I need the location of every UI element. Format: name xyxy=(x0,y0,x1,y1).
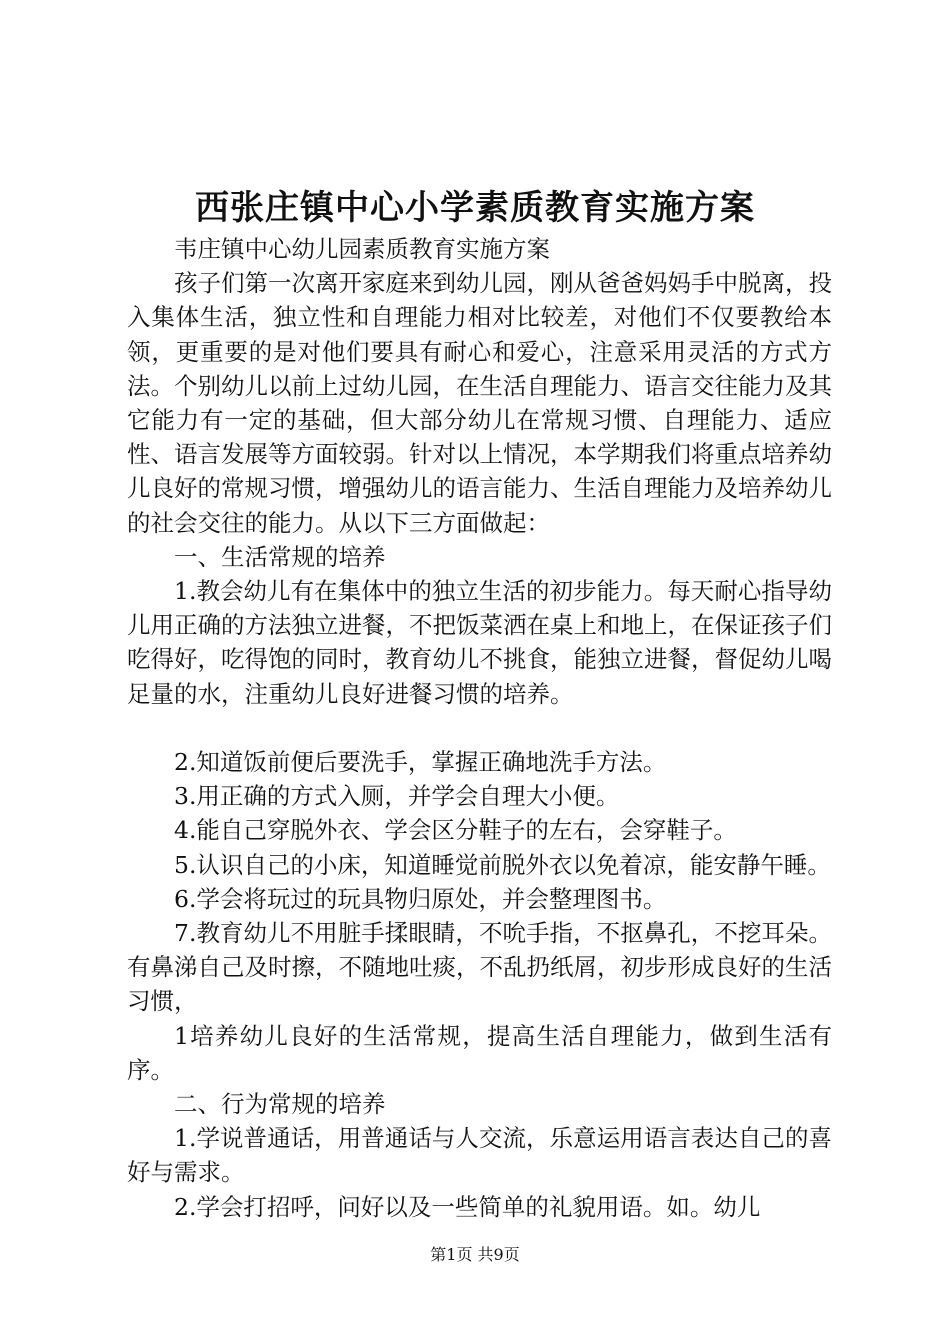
paragraph-life-5: 5.认识自己的小床，知道睡觉前脱外衣以免着凉，能安静午睡。 xyxy=(174,850,831,879)
paragraph-life-1: 1.教会幼儿有在集体中的独立生活的初步能力。每天耐心指导幼儿用正确的方法独立进餐，不把饭菜洒在桌上和地上，在保证孩子们吃得好，吃得饱的同时，教育幼儿不挑食，能独立进餐，督促幼儿喝足量的水，注重幼儿良好进餐习惯的培养。 xyxy=(127,577,832,708)
section-heading-life: 一、生活常规的培养 xyxy=(174,542,386,571)
paragraph-life-goal: 1培养幼儿良好的生活常规，提高生活自理能力，做到生活有序。 xyxy=(127,1021,832,1084)
paragraph-intro: 孩子们第一次离开家庭来到幼儿园，刚从爸爸妈妈手中脱离，投入集体生活，独立性和自理能力相对比较差，对他们不仅要教给本领，更重要的是对他们要具有耐心和爱心，注意采用灵活的方式方法。个别幼儿以前上过幼儿园，在生活自理能力、语言交往能力及其它能力有一定的基础，但大部分幼儿在常规习惯、自理能力、适应性、语言发展等方面较弱。针对以上情况，本学期我们将重点培养幼儿良好的常规习惯，增强幼儿的语言能力、生活自理能力及培养幼儿的社会交往的能力。从以下三方面做起： xyxy=(127,269,832,537)
document-title: 西张庄镇中心小学素质教育实施方案 xyxy=(195,188,755,228)
paragraph-life-7: 7.教育幼儿不用脏手揉眼睛，不吮手指，不抠鼻孔，不挖耳朵。有鼻涕自己及时擦，不随地吐痰，不乱扔纸屑，初步形成良好的生活习惯， xyxy=(127,919,832,1016)
paragraph-behavior-2: 2.学会打招呼，问好以及一些简单的礼貌用语。如。幼儿 xyxy=(174,1192,761,1221)
section-heading-behavior: 二、行为常规的培养 xyxy=(174,1090,386,1119)
document-body xyxy=(127,232,832,1224)
paragraph-behavior-1: 1.学说普通话，用普通话与人交流，乐意运用语言表达自己的喜好与需求。 xyxy=(127,1124,832,1187)
paragraph-life-3: 3.用正确的方式入厕，并学会自理大小便。 xyxy=(174,782,620,811)
page-footer: 第1页 共9页 xyxy=(430,1245,520,1264)
paragraph-life-4: 4.能自己穿脱外衣、学会区分鞋子的左右，会穿鞋子。 xyxy=(174,816,737,845)
paragraph-life-6: 6.学会将玩过的玩具物归原处，并会整理图书。 xyxy=(174,884,667,913)
paragraph-subtitle: 韦庄镇中心幼儿园素质教育实施方案 xyxy=(174,235,550,263)
paragraph-life-2: 2.知道饭前便后要洗手，掌握正确地洗手方法。 xyxy=(174,748,667,777)
